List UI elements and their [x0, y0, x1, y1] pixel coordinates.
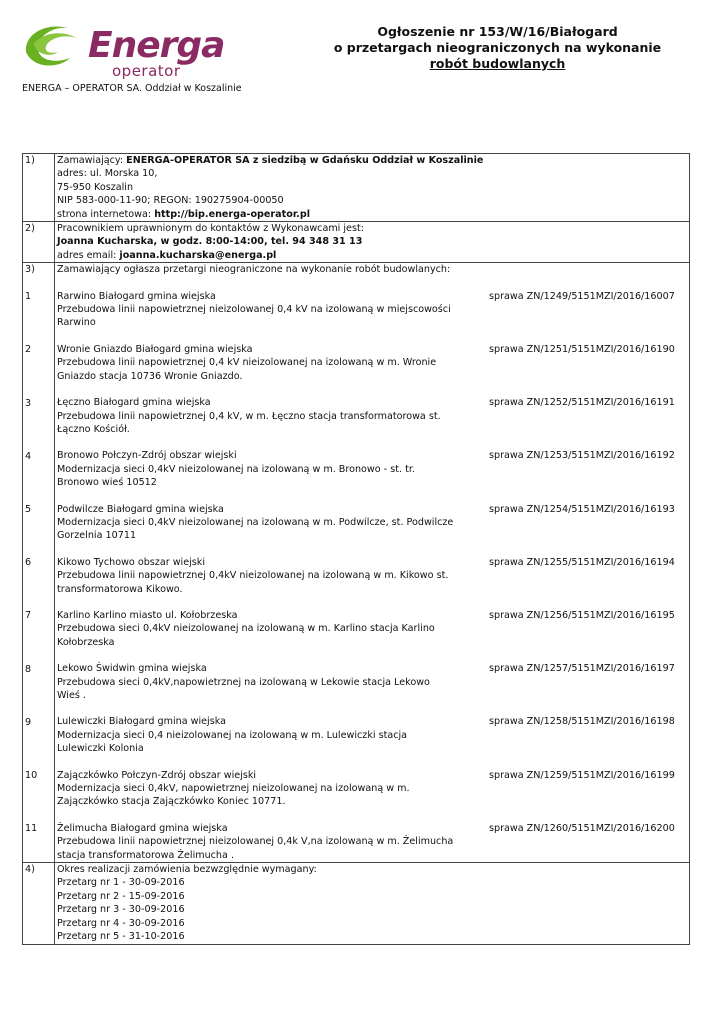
tender-scope: Modernizacja sieci 0,4kV, napowietrznej nieizolowanej na izolowaną w m. Zajączkówko stacja Zajączkówko Koniec 10771. — [57, 783, 410, 808]
section-number: 4) — [23, 863, 55, 944]
tender-case-number: sprawa ZN/1252/5151MZI/2016/16191 — [489, 397, 675, 409]
tender-case-number: sprawa ZN/1260/5151MZI/2016/16200 — [489, 822, 675, 834]
tender-item — [57, 649, 689, 702]
section-1-content — [55, 154, 690, 222]
tender-number: 3 — [25, 397, 32, 409]
tender-place: Podwilcze Białogard gmina wiejska — [57, 503, 224, 515]
section-2-row — [23, 222, 690, 263]
tender-item — [57, 383, 689, 436]
tender-place: Lekowo Świdwin gmina wiejska — [57, 663, 207, 675]
orderer-address: adres: ul. Morska 10, — [57, 168, 158, 180]
orderer-city: 75-950 Koszalin — [57, 181, 134, 193]
deadline-line: Przetarg nr 5 - 31-10-2016 — [57, 931, 185, 943]
tender-place: Łęczno Białogard gmina wiejska — [57, 397, 211, 409]
tender-scope: Przebudowa linii napowietrznej 0,4kV nieizolowanej na izolowaną w m. Kikowo st. transformatorowa Kikowo. — [57, 570, 449, 595]
deadline-line: Przetarg nr 2 - 15-09-2016 — [57, 890, 185, 902]
tender-item — [57, 702, 689, 755]
tender-scope: Przebudowa linii napowietrznej 0,4 kV nieizolowanej na izolowaną w m. Wronie Gniazdo stacja 10736 Wronie Gniazdo. — [57, 357, 437, 382]
tender-case-number: sprawa ZN/1249/5151MZI/2016/16007 — [489, 290, 675, 302]
tender-item — [57, 277, 689, 330]
tender-description — [57, 609, 455, 649]
title-line-2: o przetargach nieograniczonych na wykonanie — [333, 40, 662, 55]
tender-item — [57, 756, 689, 809]
tender-scope: Modernizacja sieci 0,4kV nieizolowanej na izolowaną w m. Podwilcze, st. Podwilcze Gorzelnia 10711 — [57, 516, 454, 542]
tender-scope: Przebudowa linii napowietrznej nieizolowanej 0,4 kV na izolowaną w miejscowości Rarwino — [57, 304, 451, 329]
tender-description — [57, 503, 455, 543]
tender-number: 4 — [25, 450, 32, 462]
email-link[interactable]: joanna.kucharska@energa.pl — [119, 249, 277, 261]
section-3-content — [55, 263, 690, 863]
title-line-3: robót budowlanych — [429, 56, 566, 71]
orderer-label: Zamawiający: — [57, 155, 127, 166]
tender-place: Rarwino Białogard gmina wiejska — [57, 290, 216, 302]
energa-leaf-icon — [20, 22, 88, 80]
tender-item — [57, 490, 689, 543]
web-label: strona internetowa: — [57, 208, 155, 220]
tender-number: 11 — [25, 823, 38, 835]
section-3-number: 3) — [25, 264, 35, 276]
tender-number: 10 — [25, 770, 38, 782]
orderer-ids: NIP 583-000-11-90; REGON: 190275904-00050 — [57, 195, 284, 207]
deadline-line: Przetarg nr 4 - 30-09-2016 — [57, 917, 185, 929]
tender-description — [57, 343, 455, 383]
tender-case-number: sprawa ZN/1257/5151MZI/2016/16197 — [489, 663, 675, 675]
section-3-row — [23, 263, 690, 863]
title-line-1: Ogłoszenie nr 153/W/16/Białogard — [377, 24, 618, 39]
document-title — [325, 24, 670, 72]
tender-place: Żelimucha Białogard gmina wiejska — [57, 822, 228, 834]
tender-number: 5 — [25, 504, 32, 516]
section-number: 2) — [23, 222, 55, 263]
contact-person: Joanna Kucharska, w godz. 8:00-14:00, tel. 94 348 31 13 — [57, 236, 363, 248]
tender-case-number: sprawa ZN/1258/5151MZI/2016/16198 — [489, 716, 675, 728]
tender-description — [57, 449, 455, 489]
orderer-line — [57, 154, 689, 167]
tender-number: 8 — [25, 663, 32, 675]
tender-item — [57, 543, 689, 596]
tender-place: Bronowo Połczyn-Zdrój obszar wiejski — [57, 450, 237, 462]
logo-wordmark: Energa — [88, 25, 225, 66]
tender-case-number: sprawa ZN/1255/5151MZI/2016/16194 — [489, 556, 675, 568]
orderer-name: ENERGA-OPERATOR SA z siedzibą w Gdańsku Oddział w Koszalinie — [126, 155, 484, 166]
tender-place: Wronie Gniazdo Białogard gmina wiejska — [57, 343, 253, 355]
section-2-content — [55, 222, 690, 263]
tender-case-number: sprawa ZN/1253/5151MZI/2016/16192 — [489, 450, 675, 462]
deadline-line: Przetarg nr 1 - 30-09-2016 — [57, 877, 185, 889]
tender-number: 2 — [25, 344, 32, 356]
tender-list — [57, 277, 689, 862]
tender-item — [57, 596, 689, 649]
deadlines-intro: Okres realizacji zamówienia bezwzględnie wymagany: — [57, 864, 317, 876]
email-label: adres email: — [57, 249, 120, 261]
energa-operator-logo — [20, 22, 225, 82]
tender-place: Zajączkówko Połczyn-Zdrój obszar wiejski — [57, 769, 257, 781]
tender-description — [57, 290, 455, 330]
tender-scope: Przebudowa sieci 0,4kV nieizolowanej na izolowaną w m. Karlino stacja Karlino Kołobrzeska — [57, 623, 435, 648]
tender-description — [57, 715, 455, 755]
tender-number: 7 — [25, 610, 32, 622]
tender-case-number: sprawa ZN/1251/5151MZI/2016/16190 — [489, 343, 675, 355]
branch-subtitle: ENERGA – OPERATOR SA. Oddział w Koszalinie — [22, 83, 242, 94]
tender-scope: Przebudowa linii napowietrznej 0,4 kV, w m. Łęczno stacja transformatorowa st. Łączno Kościół. — [57, 410, 441, 435]
section-number — [23, 263, 55, 863]
contact-email-line — [57, 249, 689, 262]
tender-place: Lulewiczki Białogard gmina wiejska — [57, 716, 226, 728]
section-4-row — [23, 863, 690, 944]
contact-intro: Pracownikiem uprawnionym do kontaktów z Wykonawcami jest: — [57, 223, 364, 235]
tender-place: Karlino Karlino miasto ul. Kołobrzeska — [57, 609, 238, 621]
tender-description — [57, 556, 455, 596]
logo-subwordmark: operator — [112, 62, 181, 80]
deadline-list — [57, 876, 689, 943]
section-4-content — [55, 863, 690, 944]
tender-scope: Przebudowa sieci 0,4kV,napowietrznej na izolowaną w Lekowie stacja Lekowo Wieś . — [57, 676, 430, 701]
orderer-web-line — [57, 208, 689, 221]
web-link[interactable]: http://bip.energa-operator.pl — [154, 208, 310, 220]
tenders-intro: Zamawiający ogłasza przetargi nieograniczone na wykonanie robót budowlanych: — [57, 264, 451, 276]
announcement-table — [22, 153, 690, 945]
tender-scope: Przebudowa linii napowietrznej nieizolowanej 0,4k V,na izolowaną w m. Żelimucha stacja transformatorowa Żelimucha . — [57, 836, 454, 861]
tender-item — [57, 809, 689, 862]
tender-number: 6 — [25, 557, 32, 569]
tender-description — [57, 769, 455, 809]
tender-case-number: sprawa ZN/1259/5151MZI/2016/16199 — [489, 769, 675, 781]
tender-number: 9 — [25, 716, 32, 728]
tender-description — [57, 396, 455, 436]
tender-case-number: sprawa ZN/1256/5151MZI/2016/16195 — [489, 609, 675, 621]
deadline-line: Przetarg nr 3 - 30-09-2016 — [57, 904, 185, 916]
tender-case-number: sprawa ZN/1254/5151MZI/2016/16193 — [489, 503, 675, 515]
tender-item — [57, 436, 689, 489]
section-1-row — [23, 154, 690, 222]
tender-place: Kikowo Tychowo obszar wiejski — [57, 556, 206, 568]
section-number: 1) — [23, 154, 55, 222]
tender-description — [57, 662, 455, 702]
tender-scope: Modernizacja sieci 0,4kV nieizolowanej na izolowaną w m. Bronowo - st. tr. Bronowo wieś 10512 — [57, 463, 415, 489]
tender-number: 1 — [25, 291, 32, 303]
tender-item — [57, 330, 689, 383]
tender-scope: Modernizacja sieci 0,4 nieizolowanej na izolowaną w m. Lulewiczki stacja Lulewiczki Kolonia — [57, 729, 408, 755]
tender-description — [57, 822, 455, 862]
